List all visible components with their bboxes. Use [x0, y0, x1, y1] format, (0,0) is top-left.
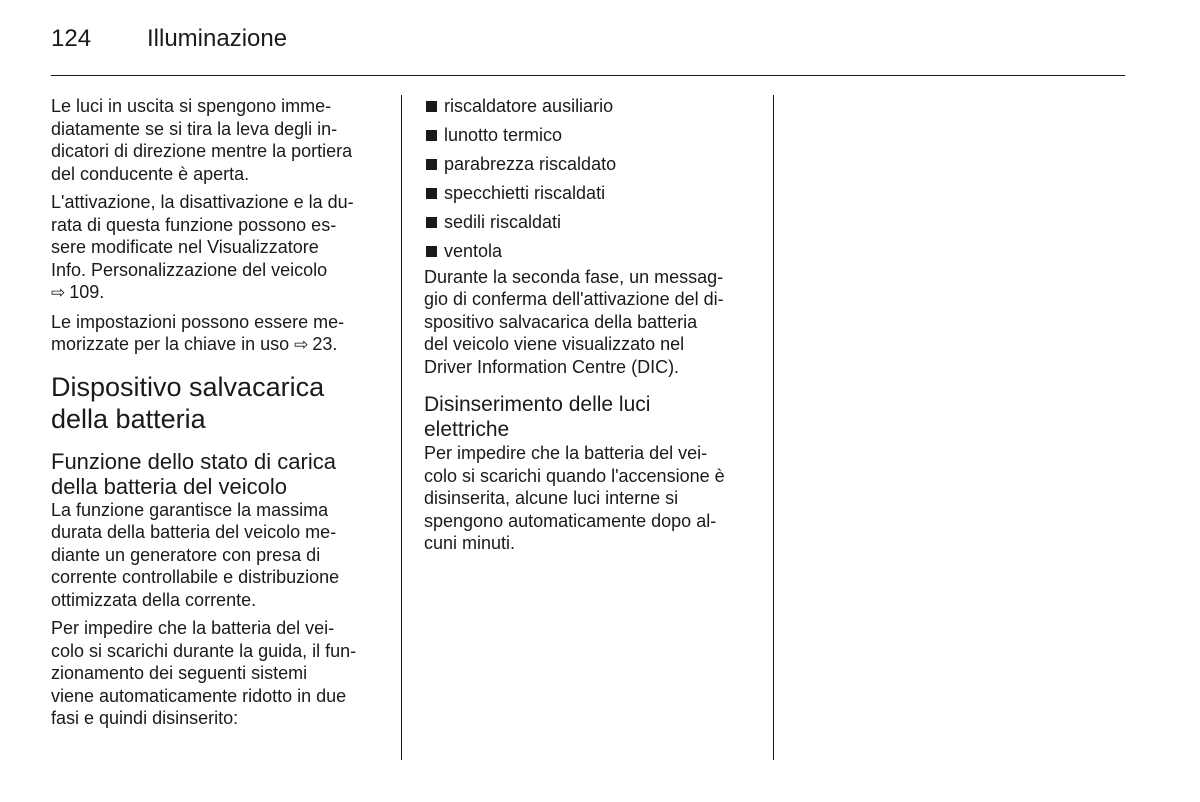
square-bullet-icon [426, 159, 437, 170]
systems-list [424, 95, 764, 263]
list-item: sedili riscaldati [424, 211, 764, 234]
subheading-charge-state: Funzione dello stato di carica della batteria del veicolo [51, 448, 336, 499]
paragraph-dic-message: Durante la seconda fase, un messag- gio di conferma dell'attivazione del di- spositivo salvacarica della batteria del veicolo viene visualizzato nel Driver Information Centre (DIC). [424, 266, 724, 377]
list-item: lunotto termico [424, 124, 764, 147]
column-middle [424, 95, 764, 561]
list-item: parabrezza riscaldato [424, 153, 764, 176]
paragraph-function: La funzione garantisce la massima durata della batteria del veicolo me- diante un generatore con presa di corrente controllabile e distribuzione ottimizzata della corrente. [51, 499, 340, 610]
reference-link[interactable]: ⇨ 23. [294, 334, 337, 354]
paragraph-settings: Le impostazioni possono essere me- morizzate per la chiave in uso ⇨ 23. [51, 311, 391, 357]
subheading-light-shutoff: Disinserimento delle luci elettriche [424, 393, 651, 441]
column-left [51, 95, 391, 736]
page-reference-arrow-icon: ⇨ [294, 335, 309, 354]
heading-battery-saver: Dispositivo salvacarica della batteria [51, 371, 325, 434]
square-bullet-icon [426, 101, 437, 112]
section-title: Illuminazione [147, 25, 288, 52]
reference-link[interactable]: ⇨ 109. [51, 281, 391, 305]
square-bullet-icon [426, 188, 437, 199]
list-item: specchietti riscaldati [424, 182, 764, 205]
square-bullet-icon [426, 217, 437, 228]
paragraph-exit-lights: Le luci in uscita si spengono imme- diatamente se si tira la leva degli in- dicatori di direzione mentre la portiera del conducente è aperta. [51, 96, 353, 184]
column-divider-1 [401, 95, 402, 760]
page-reference-arrow-icon: ⇨ [51, 283, 66, 302]
list-item: riscaldatore ausiliario [424, 95, 764, 118]
header-rule [51, 75, 1125, 76]
page-header [51, 24, 287, 54]
paragraph-activation: L'attivazione, la disattivazione e la du- rata di questa funzione possono es- sere modificate nel Visualizzatore Info. Personalizzazione del veicolo ⇨ 109. [51, 191, 391, 305]
page-number: 124 [51, 25, 92, 52]
list-item: ventola [424, 240, 764, 263]
paragraph-systems: Per impedire che la batteria del vei- colo si scarichi durante la guida, il fun- zionamento dei seguenti sistemi viene automaticamente ridotto in due fasi e quindi disinserito: [51, 618, 357, 728]
square-bullet-icon [426, 246, 437, 257]
paragraph-interior-lights: Per impedire che la batteria del vei- colo si scarichi quando l'accensione è disinserita, alcune luci interne si spengono automaticamente dopo al- cuni minuti. [424, 443, 725, 553]
column-divider-2 [773, 95, 774, 760]
square-bullet-icon [426, 130, 437, 141]
